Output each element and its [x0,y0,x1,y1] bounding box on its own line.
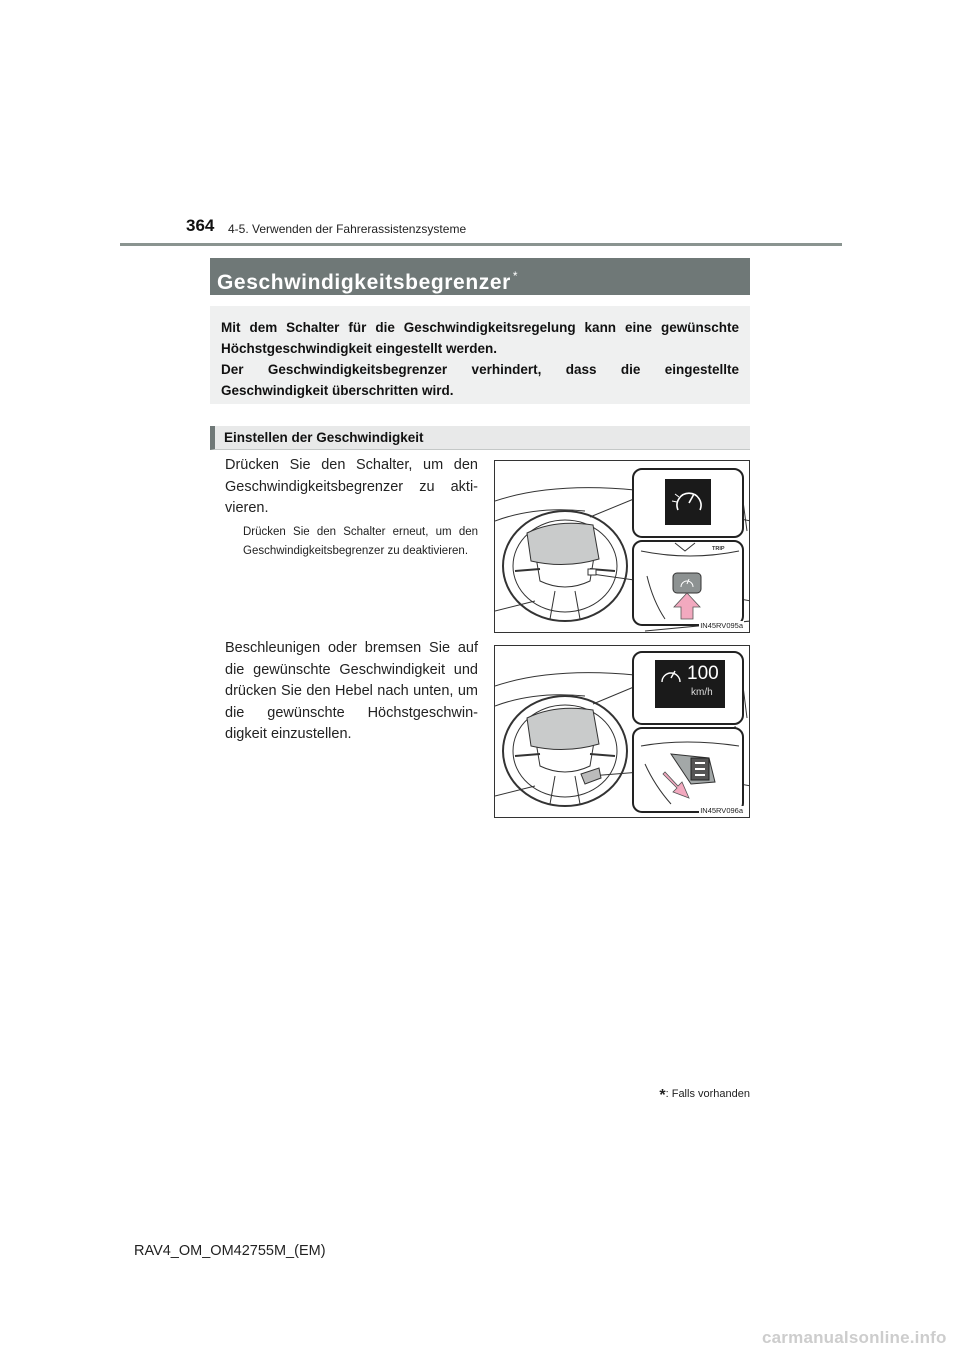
figure-code: IN45RV096a [700,806,743,815]
watermark: carmanualsonline.info [762,1328,947,1347]
subsection-heading: Einstellen der Geschwindigkeit [210,426,750,450]
page-number: 364 [186,216,215,235]
document-code: RAV4_OM_OM42755M_(EM) [134,1243,326,1259]
instrument-cluster [527,523,599,564]
display-speed-value: 100 [687,663,719,684]
intro-line-1: Mit dem Schalter für die Geschwindigkeitsregelung kann eine gewünschte Höchstgeschwindigkeit eingestellt werden. [221,320,739,356]
figure-set-speed [494,645,750,818]
instrument-cluster [527,708,599,749]
trip-label: TRIP [712,546,725,552]
header-divider [120,243,842,246]
section-title [210,258,750,295]
intro-box [210,306,750,404]
display-speed-unit: km/h [691,687,713,698]
step-1-note: Drücken Sie den Schalter erneut, um den Geschwindigkeitsbegrenzer zu deaktivieren. [243,526,478,557]
step-1-text: Drücken Sie den Schalter, um den Geschwindigkeitsbegrenzer zu akti- vieren. [225,457,478,516]
intro-line-2: Der Geschwindigkeitsbegrenzer verhindert, dass die eingestellte Geschwindigkeit überschritten wird. [221,362,739,398]
lever-stub [581,768,601,784]
section-path: 4-5. Verwenden der Fahrerassistenzsysteme [228,222,467,236]
section-title-text: Geschwindigkeitsbegrenzer [217,271,511,294]
display-screen [665,479,711,525]
availability-marker: * [512,269,519,283]
figure-switch-activation [494,460,750,633]
footnote [659,1087,750,1105]
footnote-text: : Falls vorhanden [665,1088,750,1100]
step-2-text: Beschleunigen oder bremsen Sie auf die gewünschte Geschwindigkeit und drücken Sie den Hebel nach unten, um die gewünschte Höchstgeschwin- digkeit einzustellen. [225,640,478,742]
figure-code: IN45RV095a [700,621,743,630]
footnote-star: * [659,1087,666,1104]
